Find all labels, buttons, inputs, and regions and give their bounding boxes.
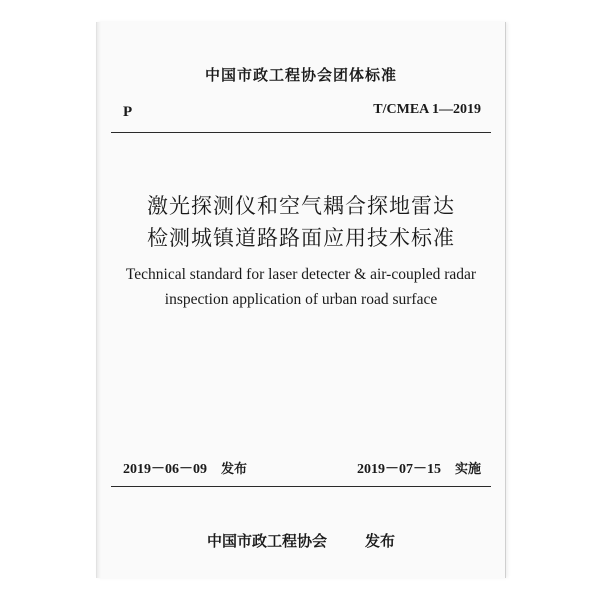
standard-number: T/CMEA 1—2019 [373, 102, 481, 117]
title-english-line-2: inspection application of urban road surface [164, 291, 438, 308]
title-english [97, 262, 505, 312]
implement-date: 2019－07－15 [356, 462, 441, 477]
title-english-line-1: Technical standard for laser detecter & air-coupled radar [125, 266, 477, 283]
title-chinese-line-2: 检测城镇道路路面应用技术标准 [147, 226, 455, 250]
implement-label: 实施 [454, 462, 481, 477]
publish-label: 发布 [221, 462, 248, 477]
publish-date-block [123, 458, 247, 478]
issuer-line [97, 530, 505, 551]
bottom-divider [111, 486, 491, 487]
issuer-name: 中国市政工程协会 [206, 532, 327, 550]
standard-cover [96, 22, 506, 578]
publish-date: 2019－06－09 [123, 462, 207, 477]
top-divider [111, 132, 491, 133]
organization-header: 中国市政工程协会团体标准 [204, 66, 397, 84]
classification-code: P [123, 104, 133, 120]
issuer-action: 发布 [365, 532, 396, 550]
title-chinese-line-1: 激光探测仪和空气耦合探地雷达 [147, 194, 455, 218]
implement-date-block [357, 458, 481, 478]
title-chinese [97, 190, 505, 254]
